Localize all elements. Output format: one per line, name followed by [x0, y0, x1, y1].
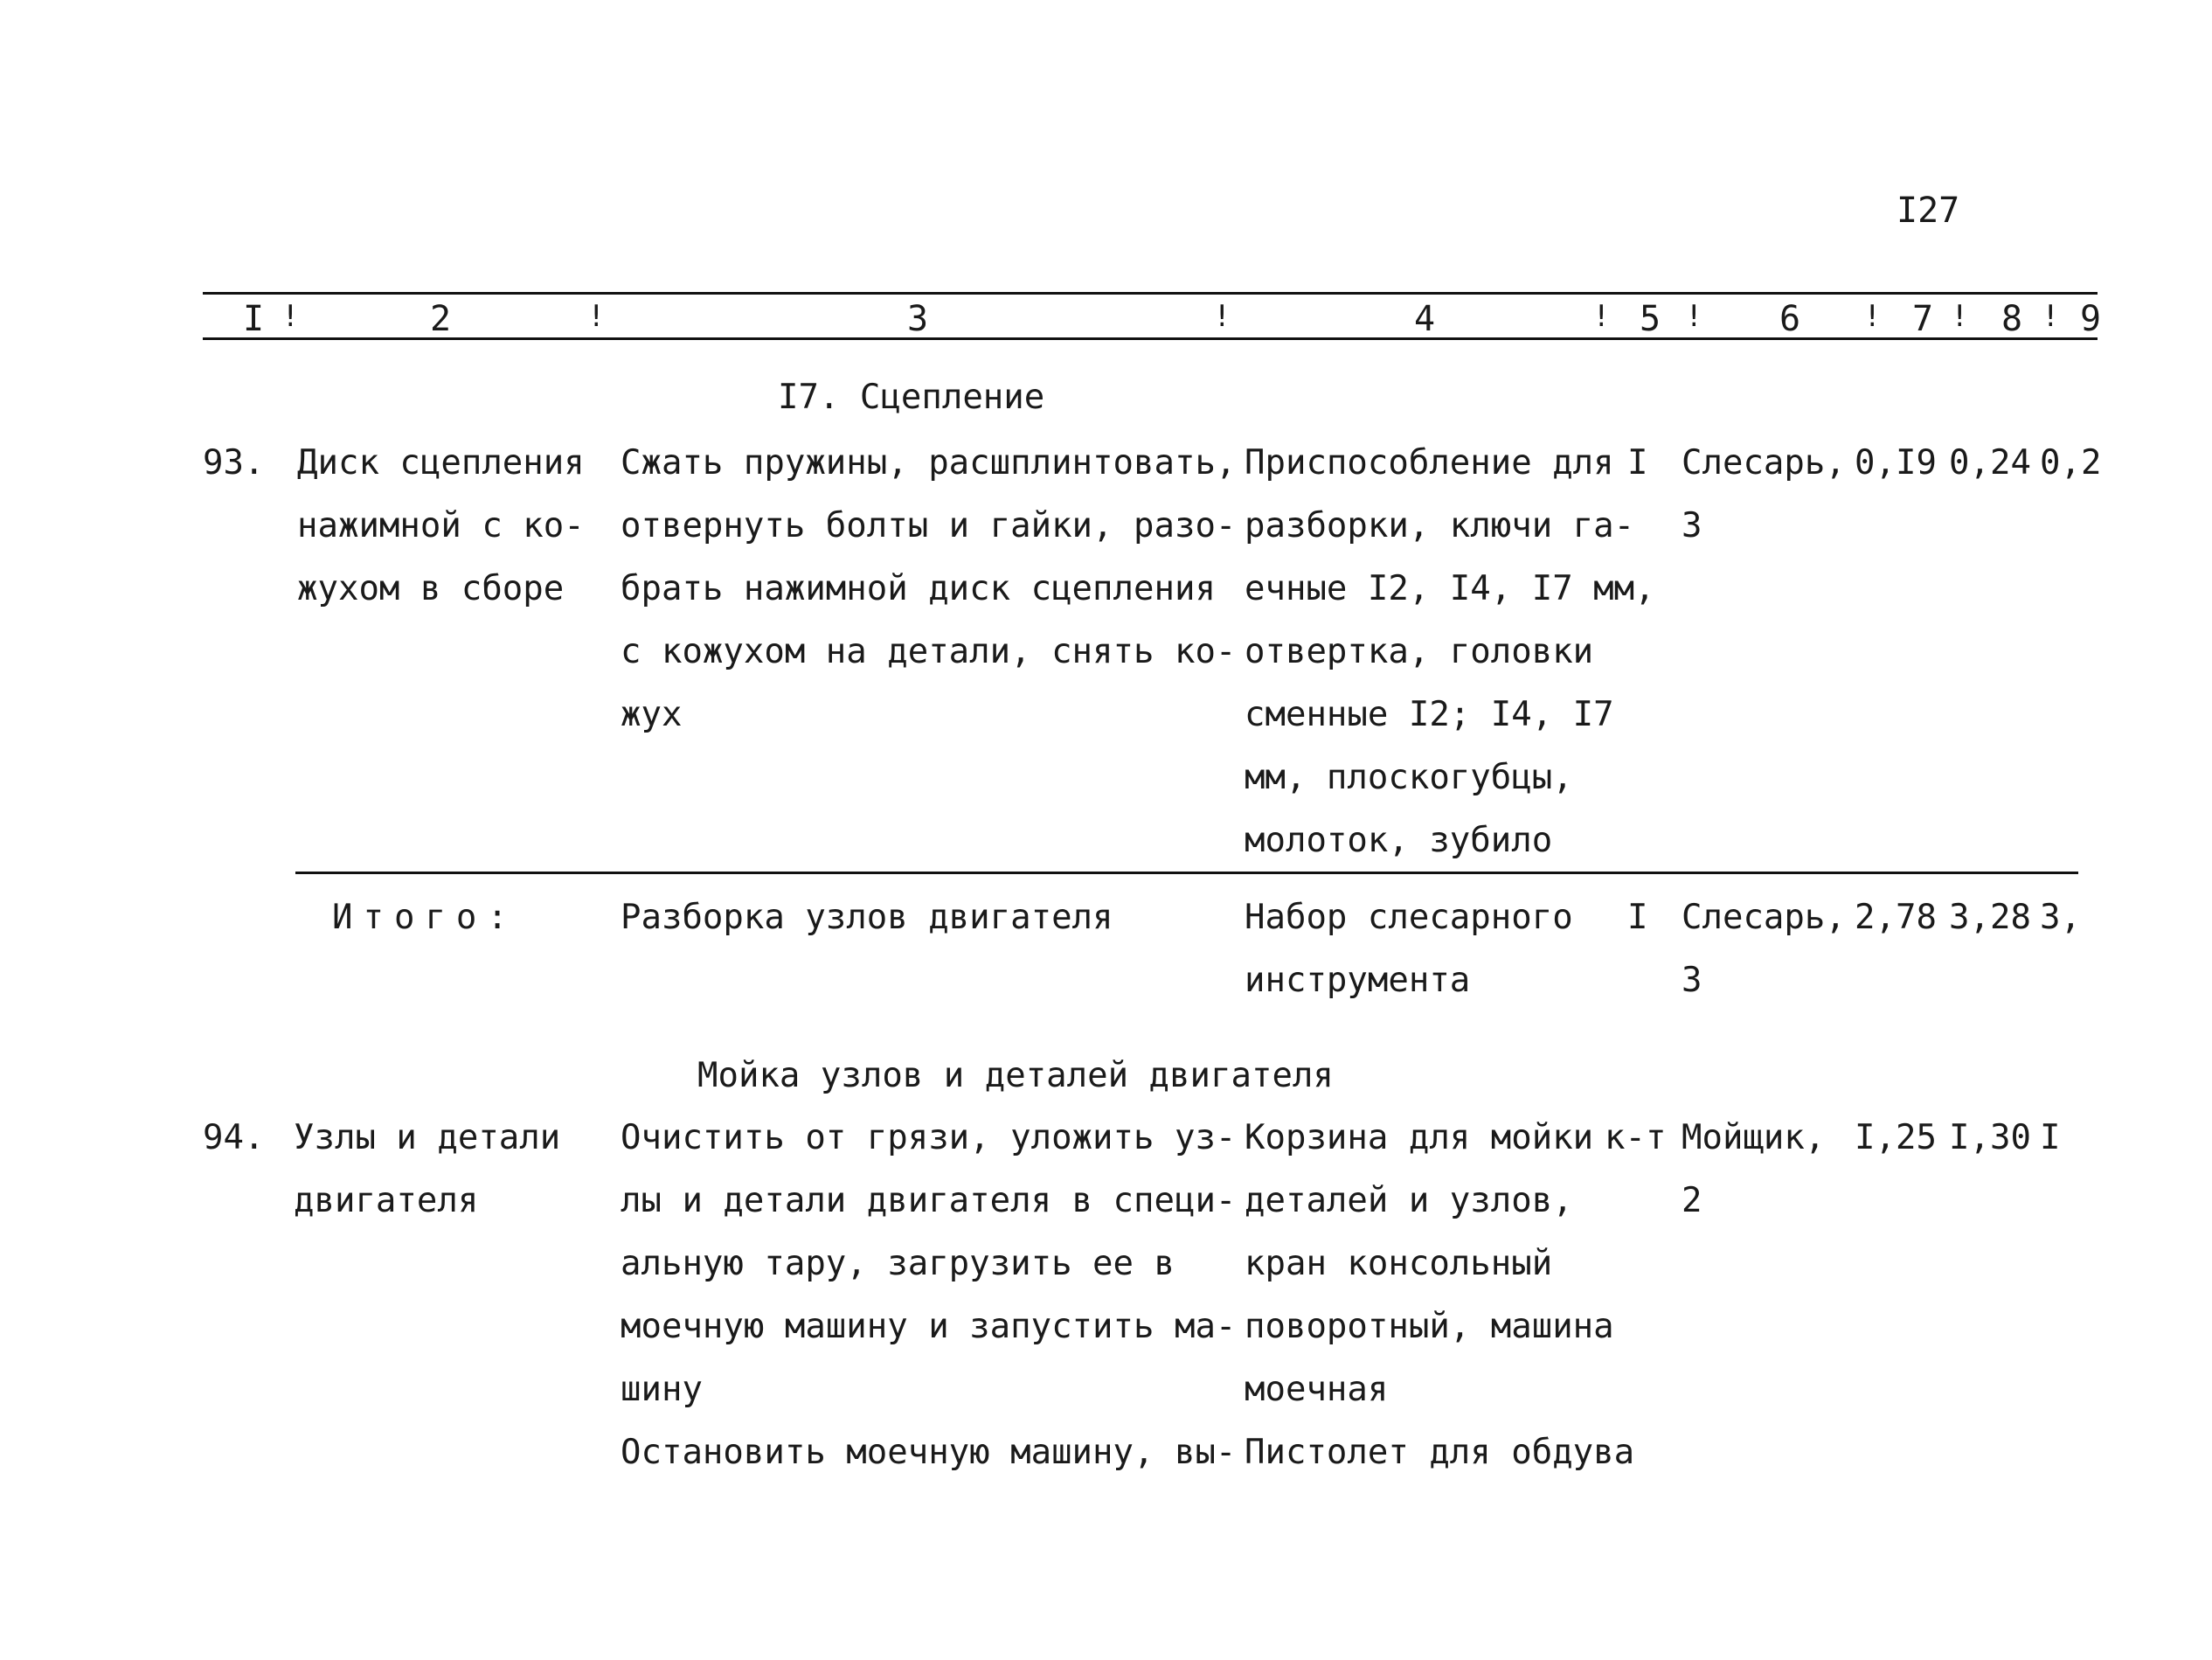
tools-text: Корзина для мойки	[1245, 1118, 1594, 1157]
tools-text: мм, плоскогубцы,	[1245, 758, 1573, 797]
tools-text: инструмента	[1245, 961, 1471, 1000]
header-bottom-rule	[203, 337, 2098, 340]
header-top-rule	[203, 292, 2098, 295]
page-number: I27	[1896, 191, 1960, 231]
item-name: двигателя	[294, 1181, 479, 1220]
worker-grade: 3	[1682, 506, 1702, 545]
header-col-3: 3	[907, 299, 929, 339]
tools-text: ечные I2, I4, I7 мм,	[1245, 569, 1655, 608]
tools-text: молоток, зубило	[1245, 821, 1553, 860]
item-name: нажимной с ко-	[297, 506, 585, 545]
header-col-4: 4	[1414, 299, 1436, 339]
worker-grade: 3	[1682, 961, 1702, 1000]
header-separator: !	[1592, 299, 1611, 334]
col5-value: I	[1627, 443, 1648, 483]
col9-value: 0,2	[2040, 443, 2102, 483]
header-separator: !	[281, 299, 300, 334]
operation-text: Остановить моечную машину, вы-	[621, 1433, 1237, 1472]
tools-text: моечная	[1245, 1370, 1389, 1409]
item-name: жухом в сборе	[297, 569, 565, 608]
col8-value: I,30	[1949, 1118, 2031, 1157]
header-col-6: 6	[1779, 299, 1801, 339]
col8-value: 0,24	[1949, 443, 2031, 483]
operation-text: жух	[621, 695, 683, 734]
operation-text: Очистить от грязи, уложить уз-	[621, 1118, 1237, 1157]
row-number: 93.	[203, 443, 265, 483]
tools-text: Набор слесарного	[1245, 898, 1573, 937]
col7-value: 0,I9	[1855, 443, 1937, 483]
header-col-8: 8	[2001, 299, 2023, 339]
operation-text: альную тару, загрузить ее в	[621, 1244, 1175, 1283]
item-name: Узлы и детали	[294, 1118, 561, 1157]
tools-text: сменные I2; I4, I7	[1245, 695, 1614, 734]
operation-text: лы и детали двигателя в специ-	[621, 1181, 1237, 1220]
header-separator: !	[1685, 299, 1703, 334]
operation-text: с кожухом на детали, снять ко-	[621, 632, 1237, 671]
header-col-1: I	[243, 299, 265, 339]
col7-value: I,25	[1855, 1118, 1937, 1157]
section-title-clutch: I7. Сцепление	[778, 378, 1045, 417]
row-number: 94.	[203, 1118, 265, 1157]
col7-value: 2,78	[1855, 898, 1937, 937]
tools-text: деталей и узлов,	[1245, 1181, 1573, 1220]
tools-text: Пистолет для обдува	[1245, 1433, 1635, 1472]
col5-value: к-т	[1605, 1118, 1667, 1157]
col9-value: I	[2040, 1118, 2061, 1157]
tools-text: Приспособление для	[1245, 443, 1614, 483]
section-title-washing: Мойка узлов и деталей двигателя	[697, 1056, 1334, 1095]
tools-text: отвертка, головки	[1245, 632, 1594, 671]
col9-value: 3,	[2040, 898, 2081, 937]
header-separator: !	[1863, 299, 1882, 334]
worker-role: Слесарь,	[1682, 443, 1846, 483]
total-label: Итого:	[332, 898, 518, 937]
operation-text: брать нажимной диск сцепления	[621, 569, 1216, 608]
operation-text: отвернуть болты и гайки, разо-	[621, 506, 1237, 545]
worker-grade: 2	[1682, 1181, 1702, 1220]
operation-text: Разборка узлов двигателя	[621, 898, 1113, 937]
header-col-2: 2	[430, 299, 452, 339]
operation-text: Сжать пружины, расшплинтовать,	[621, 443, 1237, 483]
header-separator: !	[1951, 299, 1969, 334]
header-col-9: 9	[2080, 299, 2102, 339]
tools-text: разборки, ключи га-	[1245, 506, 1635, 545]
header-separator: !	[2042, 299, 2060, 334]
total-rule	[295, 872, 2078, 874]
item-name: Диск сцепления	[297, 443, 585, 483]
header-col-5: 5	[1640, 299, 1661, 339]
worker-role: Слесарь,	[1682, 898, 1846, 937]
header-col-7: 7	[1912, 299, 1934, 339]
tools-text: поворотный, машина	[1245, 1307, 1614, 1346]
col8-value: 3,28	[1949, 898, 2031, 937]
header-separator: !	[587, 299, 606, 334]
worker-role: Мойщик,	[1682, 1118, 1826, 1157]
col5-value: I	[1627, 898, 1648, 937]
operation-text: моечную машину и запустить ма-	[621, 1307, 1237, 1346]
header-separator: !	[1213, 299, 1231, 334]
tools-text: кран консольный	[1245, 1244, 1553, 1283]
operation-text: шину	[621, 1370, 703, 1409]
